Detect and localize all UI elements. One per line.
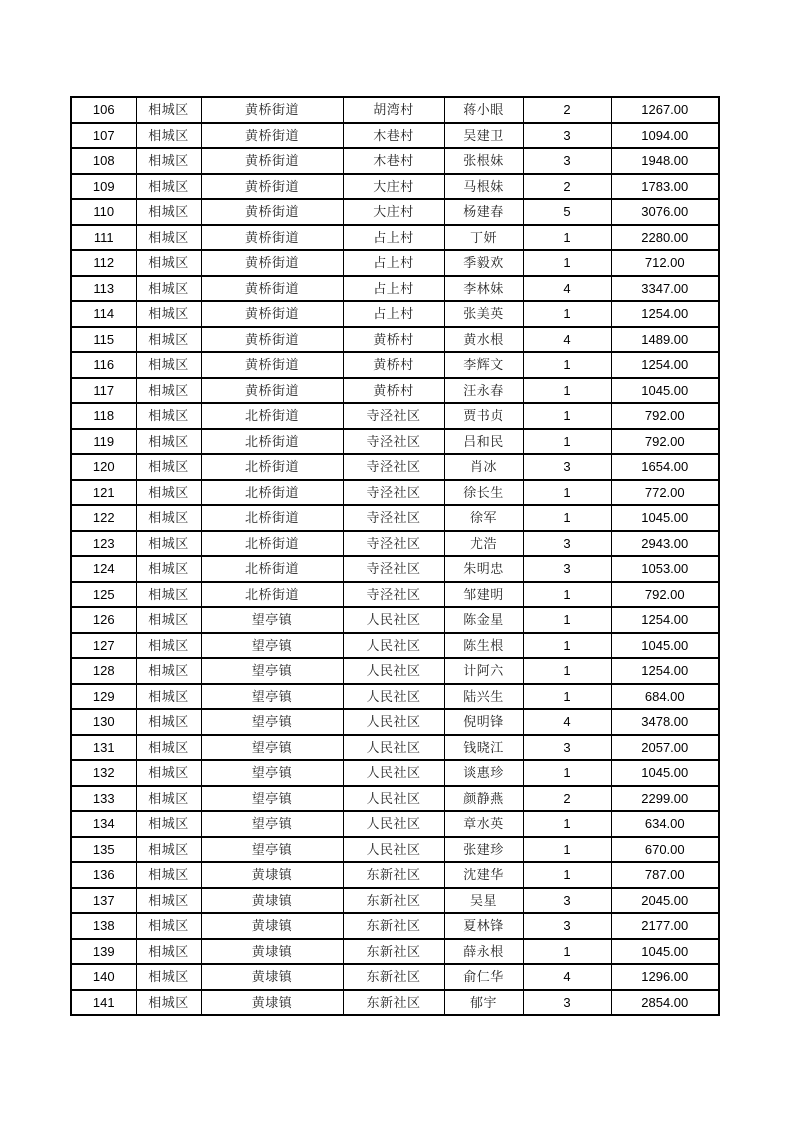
cell-street: 黄埭镇: [201, 964, 343, 990]
cell-row-number: 128: [71, 658, 136, 684]
cell-row-number: 108: [71, 148, 136, 174]
cell-street: 望亭镇: [201, 786, 343, 812]
table-row: [71, 964, 719, 990]
table-row: [71, 327, 719, 353]
cell-street: 北桥街道: [201, 454, 343, 480]
cell-row-number: 118: [71, 403, 136, 429]
cell-district: 相城区: [136, 505, 201, 531]
cell-amount: 670.00: [611, 837, 719, 863]
cell-amount: 792.00: [611, 429, 719, 455]
subsidy-table: [70, 96, 720, 1016]
cell-row-number: 114: [71, 301, 136, 327]
cell-person-name: 沈建华: [444, 862, 523, 888]
cell-amount: 1267.00: [611, 97, 719, 123]
cell-person-name: 薛永根: [444, 939, 523, 965]
cell-person-name: 谈惠珍: [444, 760, 523, 786]
cell-village: 东新社区: [343, 964, 444, 990]
cell-quantity: 3: [523, 454, 611, 480]
table-row: [71, 990, 719, 1016]
cell-village: 寺泾社区: [343, 429, 444, 455]
cell-street: 黄桥街道: [201, 225, 343, 251]
cell-village: 大庄村: [343, 174, 444, 200]
table-row: [71, 97, 719, 123]
cell-quantity: 3: [523, 556, 611, 582]
cell-row-number: 127: [71, 633, 136, 659]
cell-street: 望亭镇: [201, 633, 343, 659]
cell-district: 相城区: [136, 454, 201, 480]
cell-person-name: 贾书贞: [444, 403, 523, 429]
cell-street: 望亭镇: [201, 735, 343, 761]
cell-row-number: 111: [71, 225, 136, 251]
cell-quantity: 1: [523, 403, 611, 429]
cell-amount: 1254.00: [611, 301, 719, 327]
cell-person-name: 夏林锋: [444, 913, 523, 939]
cell-village: 人民社区: [343, 786, 444, 812]
cell-row-number: 120: [71, 454, 136, 480]
table-row: [71, 786, 719, 812]
cell-person-name: 汪永春: [444, 378, 523, 404]
cell-district: 相城区: [136, 225, 201, 251]
cell-district: 相城区: [136, 582, 201, 608]
cell-person-name: 吕和民: [444, 429, 523, 455]
cell-amount: 2057.00: [611, 735, 719, 761]
table-row: [71, 837, 719, 863]
cell-village: 木巷村: [343, 148, 444, 174]
cell-quantity: 4: [523, 709, 611, 735]
cell-amount: 1045.00: [611, 633, 719, 659]
cell-village: 胡湾村: [343, 97, 444, 123]
cell-district: 相城区: [136, 939, 201, 965]
cell-street: 黄桥街道: [201, 174, 343, 200]
cell-district: 相城区: [136, 735, 201, 761]
cell-row-number: 134: [71, 811, 136, 837]
cell-amount: 1254.00: [611, 607, 719, 633]
cell-row-number: 136: [71, 862, 136, 888]
table-row: [71, 480, 719, 506]
cell-person-name: 张美英: [444, 301, 523, 327]
cell-street: 黄埭镇: [201, 913, 343, 939]
cell-street: 黄桥街道: [201, 352, 343, 378]
cell-person-name: 黄水根: [444, 327, 523, 353]
cell-street: 黄桥街道: [201, 276, 343, 302]
cell-row-number: 124: [71, 556, 136, 582]
cell-amount: 2854.00: [611, 990, 719, 1016]
cell-row-number: 138: [71, 913, 136, 939]
cell-person-name: 徐军: [444, 505, 523, 531]
cell-district: 相城区: [136, 123, 201, 149]
cell-street: 望亭镇: [201, 760, 343, 786]
cell-quantity: 1: [523, 633, 611, 659]
cell-row-number: 125: [71, 582, 136, 608]
cell-amount: 3347.00: [611, 276, 719, 302]
cell-amount: 1296.00: [611, 964, 719, 990]
cell-quantity: 1: [523, 582, 611, 608]
cell-row-number: 119: [71, 429, 136, 455]
cell-quantity: 1: [523, 607, 611, 633]
cell-village: 人民社区: [343, 684, 444, 710]
cell-person-name: 陆兴生: [444, 684, 523, 710]
cell-district: 相城区: [136, 327, 201, 353]
cell-row-number: 109: [71, 174, 136, 200]
table-row: [71, 582, 719, 608]
cell-person-name: 吴建卫: [444, 123, 523, 149]
cell-quantity: 1: [523, 429, 611, 455]
cell-street: 北桥街道: [201, 403, 343, 429]
cell-row-number: 126: [71, 607, 136, 633]
cell-row-number: 112: [71, 250, 136, 276]
cell-street: 北桥街道: [201, 505, 343, 531]
cell-street: 黄埭镇: [201, 939, 343, 965]
cell-amount: 2280.00: [611, 225, 719, 251]
cell-street: 望亭镇: [201, 709, 343, 735]
cell-street: 黄桥街道: [201, 97, 343, 123]
cell-person-name: 钱晓江: [444, 735, 523, 761]
cell-amount: 684.00: [611, 684, 719, 710]
cell-village: 黄桥村: [343, 327, 444, 353]
table-row: [71, 760, 719, 786]
cell-person-name: 季毅欢: [444, 250, 523, 276]
cell-street: 黄桥街道: [201, 199, 343, 225]
cell-district: 相城区: [136, 786, 201, 812]
cell-village: 人民社区: [343, 735, 444, 761]
cell-amount: 1045.00: [611, 505, 719, 531]
cell-amount: 634.00: [611, 811, 719, 837]
cell-district: 相城区: [136, 811, 201, 837]
cell-quantity: 1: [523, 301, 611, 327]
cell-street: 黄埭镇: [201, 888, 343, 914]
cell-village: 寺泾社区: [343, 582, 444, 608]
cell-amount: 1045.00: [611, 378, 719, 404]
cell-person-name: 吴星: [444, 888, 523, 914]
cell-amount: 1094.00: [611, 123, 719, 149]
cell-street: 黄埭镇: [201, 862, 343, 888]
cell-person-name: 肖冰: [444, 454, 523, 480]
cell-quantity: 1: [523, 480, 611, 506]
table-row: [71, 607, 719, 633]
cell-street: 北桥街道: [201, 556, 343, 582]
cell-quantity: 1: [523, 939, 611, 965]
cell-quantity: 1: [523, 378, 611, 404]
cell-amount: 3478.00: [611, 709, 719, 735]
cell-amount: 2943.00: [611, 531, 719, 557]
cell-district: 相城区: [136, 301, 201, 327]
cell-quantity: 3: [523, 735, 611, 761]
cell-quantity: 3: [523, 531, 611, 557]
cell-street: 黄桥街道: [201, 123, 343, 149]
cell-village: 占上村: [343, 225, 444, 251]
table-row: [71, 658, 719, 684]
cell-amount: 2177.00: [611, 913, 719, 939]
cell-quantity: 1: [523, 811, 611, 837]
cell-person-name: 蒋小眼: [444, 97, 523, 123]
cell-row-number: 137: [71, 888, 136, 914]
cell-person-name: 陈金星: [444, 607, 523, 633]
cell-village: 东新社区: [343, 862, 444, 888]
cell-district: 相城区: [136, 403, 201, 429]
table-row: [71, 862, 719, 888]
cell-district: 相城区: [136, 633, 201, 659]
cell-district: 相城区: [136, 862, 201, 888]
table-row: [71, 888, 719, 914]
cell-quantity: 3: [523, 148, 611, 174]
cell-amount: 1045.00: [611, 760, 719, 786]
cell-amount: 792.00: [611, 582, 719, 608]
cell-person-name: 马根妹: [444, 174, 523, 200]
cell-person-name: 计阿六: [444, 658, 523, 684]
cell-quantity: 1: [523, 658, 611, 684]
table-row: [71, 352, 719, 378]
cell-village: 木巷村: [343, 123, 444, 149]
cell-district: 相城区: [136, 837, 201, 863]
cell-district: 相城区: [136, 199, 201, 225]
cell-street: 望亭镇: [201, 684, 343, 710]
cell-village: 大庄村: [343, 199, 444, 225]
cell-amount: 1053.00: [611, 556, 719, 582]
cell-person-name: 邹建明: [444, 582, 523, 608]
cell-row-number: 106: [71, 97, 136, 123]
cell-village: 寺泾社区: [343, 556, 444, 582]
cell-quantity: 4: [523, 327, 611, 353]
cell-district: 相城区: [136, 276, 201, 302]
cell-village: 人民社区: [343, 837, 444, 863]
cell-street: 北桥街道: [201, 429, 343, 455]
cell-village: 寺泾社区: [343, 403, 444, 429]
table-row: [71, 556, 719, 582]
cell-street: 黄桥街道: [201, 301, 343, 327]
cell-district: 相城区: [136, 990, 201, 1016]
cell-district: 相城区: [136, 148, 201, 174]
cell-person-name: 张建珍: [444, 837, 523, 863]
cell-amount: 1254.00: [611, 658, 719, 684]
cell-amount: 3076.00: [611, 199, 719, 225]
cell-district: 相城区: [136, 97, 201, 123]
cell-quantity: 1: [523, 684, 611, 710]
cell-district: 相城区: [136, 607, 201, 633]
cell-row-number: 129: [71, 684, 136, 710]
cell-street: 北桥街道: [201, 582, 343, 608]
cell-district: 相城区: [136, 480, 201, 506]
table-row: [71, 505, 719, 531]
cell-village: 人民社区: [343, 658, 444, 684]
cell-district: 相城区: [136, 684, 201, 710]
cell-street: 黄桥街道: [201, 250, 343, 276]
cell-quantity: 1: [523, 250, 611, 276]
cell-district: 相城区: [136, 888, 201, 914]
cell-street: 黄桥街道: [201, 378, 343, 404]
cell-amount: 1489.00: [611, 327, 719, 353]
cell-person-name: 李林妹: [444, 276, 523, 302]
cell-row-number: 141: [71, 990, 136, 1016]
table-row: [71, 250, 719, 276]
table-row: [71, 633, 719, 659]
table-row: [71, 225, 719, 251]
cell-village: 黄桥村: [343, 378, 444, 404]
cell-person-name: 尤浩: [444, 531, 523, 557]
cell-district: 相城区: [136, 174, 201, 200]
cell-village: 寺泾社区: [343, 454, 444, 480]
cell-village: 东新社区: [343, 913, 444, 939]
table-row: [71, 811, 719, 837]
cell-row-number: 110: [71, 199, 136, 225]
cell-district: 相城区: [136, 378, 201, 404]
cell-quantity: 1: [523, 352, 611, 378]
cell-quantity: 2: [523, 786, 611, 812]
cell-quantity: 3: [523, 888, 611, 914]
cell-village: 人民社区: [343, 607, 444, 633]
cell-village: 东新社区: [343, 888, 444, 914]
cell-quantity: 1: [523, 862, 611, 888]
cell-quantity: 3: [523, 990, 611, 1016]
cell-person-name: 俞仁华: [444, 964, 523, 990]
cell-village: 人民社区: [343, 811, 444, 837]
cell-quantity: 1: [523, 505, 611, 531]
cell-person-name: 倪明锋: [444, 709, 523, 735]
cell-person-name: 丁妍: [444, 225, 523, 251]
cell-amount: 1254.00: [611, 352, 719, 378]
cell-street: 望亭镇: [201, 607, 343, 633]
cell-amount: 2299.00: [611, 786, 719, 812]
cell-amount: 787.00: [611, 862, 719, 888]
cell-row-number: 121: [71, 480, 136, 506]
table-row: [71, 276, 719, 302]
table-row: [71, 148, 719, 174]
cell-person-name: 朱明忠: [444, 556, 523, 582]
cell-district: 相城区: [136, 658, 201, 684]
table-row: [71, 684, 719, 710]
cell-quantity: 5: [523, 199, 611, 225]
table-row: [71, 403, 719, 429]
table-row: [71, 174, 719, 200]
cell-street: 黄埭镇: [201, 990, 343, 1016]
cell-row-number: 113: [71, 276, 136, 302]
table-row: [71, 301, 719, 327]
cell-row-number: 139: [71, 939, 136, 965]
cell-village: 人民社区: [343, 709, 444, 735]
cell-row-number: 133: [71, 786, 136, 812]
cell-street: 望亭镇: [201, 658, 343, 684]
cell-quantity: 2: [523, 174, 611, 200]
cell-district: 相城区: [136, 352, 201, 378]
table-row: [71, 429, 719, 455]
cell-row-number: 107: [71, 123, 136, 149]
cell-person-name: 郁宇: [444, 990, 523, 1016]
cell-person-name: 章水英: [444, 811, 523, 837]
cell-row-number: 123: [71, 531, 136, 557]
cell-amount: 1948.00: [611, 148, 719, 174]
cell-person-name: 李辉文: [444, 352, 523, 378]
cell-district: 相城区: [136, 964, 201, 990]
cell-street: 黄桥街道: [201, 327, 343, 353]
cell-person-name: 徐长生: [444, 480, 523, 506]
cell-district: 相城区: [136, 429, 201, 455]
cell-district: 相城区: [136, 913, 201, 939]
table-row: [71, 735, 719, 761]
cell-village: 人民社区: [343, 760, 444, 786]
cell-row-number: 131: [71, 735, 136, 761]
cell-street: 北桥街道: [201, 480, 343, 506]
table-row: [71, 939, 719, 965]
cell-row-number: 132: [71, 760, 136, 786]
cell-amount: 792.00: [611, 403, 719, 429]
cell-row-number: 117: [71, 378, 136, 404]
cell-village: 东新社区: [343, 990, 444, 1016]
cell-amount: 772.00: [611, 480, 719, 506]
table-row: [71, 199, 719, 225]
table-row: [71, 378, 719, 404]
cell-quantity: 4: [523, 964, 611, 990]
cell-street: 望亭镇: [201, 837, 343, 863]
cell-quantity: 1: [523, 837, 611, 863]
cell-quantity: 4: [523, 276, 611, 302]
cell-village: 人民社区: [343, 633, 444, 659]
cell-quantity: 1: [523, 225, 611, 251]
table-row: [71, 709, 719, 735]
cell-row-number: 135: [71, 837, 136, 863]
cell-quantity: 3: [523, 913, 611, 939]
cell-row-number: 130: [71, 709, 136, 735]
cell-row-number: 115: [71, 327, 136, 353]
cell-district: 相城区: [136, 556, 201, 582]
cell-village: 寺泾社区: [343, 480, 444, 506]
table-row: [71, 531, 719, 557]
cell-village: 寺泾社区: [343, 505, 444, 531]
cell-amount: 1783.00: [611, 174, 719, 200]
cell-district: 相城区: [136, 250, 201, 276]
cell-district: 相城区: [136, 531, 201, 557]
cell-person-name: 陈生根: [444, 633, 523, 659]
cell-amount: 1045.00: [611, 939, 719, 965]
cell-person-name: 张根妹: [444, 148, 523, 174]
cell-quantity: 2: [523, 97, 611, 123]
cell-district: 相城区: [136, 709, 201, 735]
cell-street: 望亭镇: [201, 811, 343, 837]
cell-amount: 2045.00: [611, 888, 719, 914]
cell-village: 寺泾社区: [343, 531, 444, 557]
cell-village: 占上村: [343, 276, 444, 302]
cell-street: 黄桥街道: [201, 148, 343, 174]
cell-village: 黄桥村: [343, 352, 444, 378]
cell-row-number: 140: [71, 964, 136, 990]
cell-village: 东新社区: [343, 939, 444, 965]
cell-row-number: 116: [71, 352, 136, 378]
cell-row-number: 122: [71, 505, 136, 531]
table-row: [71, 123, 719, 149]
table-row: [71, 913, 719, 939]
cell-person-name: 颜静燕: [444, 786, 523, 812]
cell-quantity: 1: [523, 760, 611, 786]
cell-village: 占上村: [343, 250, 444, 276]
cell-quantity: 3: [523, 123, 611, 149]
cell-amount: 712.00: [611, 250, 719, 276]
cell-person-name: 杨建春: [444, 199, 523, 225]
cell-district: 相城区: [136, 760, 201, 786]
cell-village: 占上村: [343, 301, 444, 327]
table-row: [71, 454, 719, 480]
cell-amount: 1654.00: [611, 454, 719, 480]
cell-street: 北桥街道: [201, 531, 343, 557]
